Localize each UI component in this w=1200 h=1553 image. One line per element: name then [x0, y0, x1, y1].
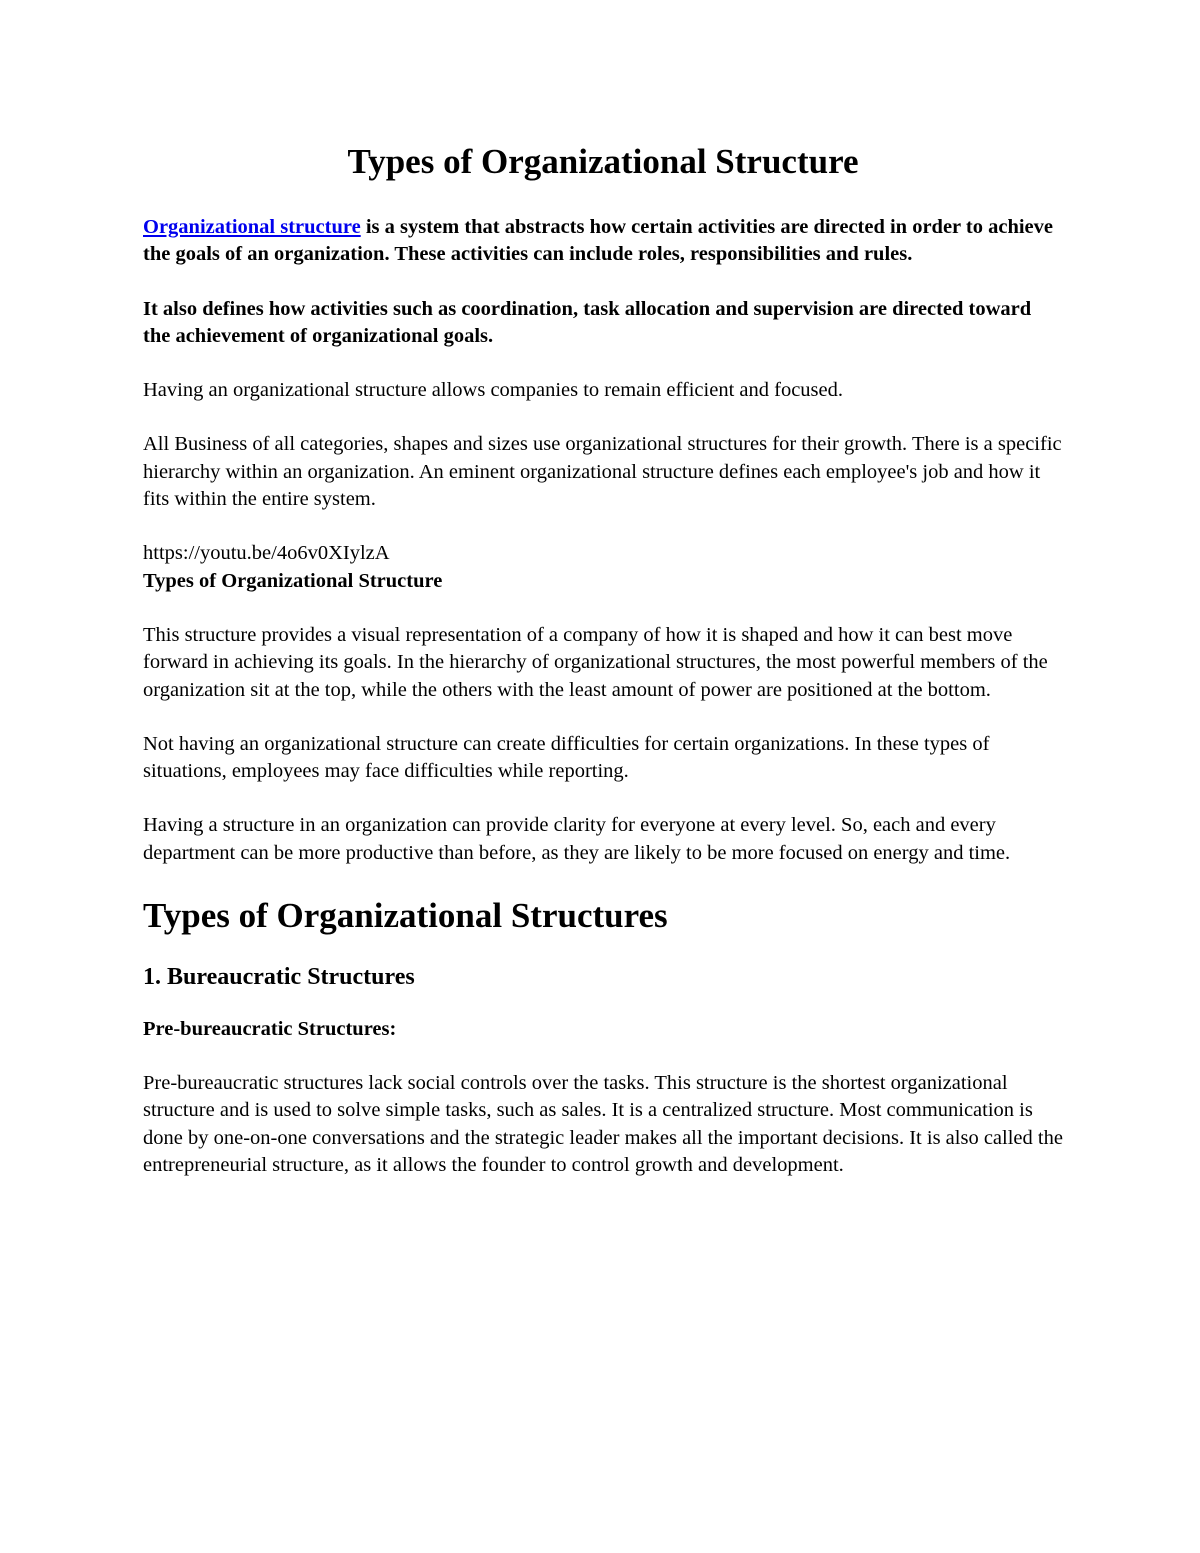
bureaucratic-structures-heading: 1. Bureaucratic Structures: [143, 964, 415, 991]
organizational-structure-link[interactable]: Organizational structure: [143, 216, 361, 238]
intro-paragraph-text: is a system that abstracts how certain activities are directed in order to achieve the goals of an organization. These activities can include roles, responsibilities and rules.: [143, 216, 1054, 266]
pre-bureaucratic-paragraph: Pre-bureaucratic structures lack social controls over the tasks. This structure is the shortest organizational structure and is used to solve simple tasks, such as sales. It is a centralized structure. Most communication is done by one-on-one conversations and the strategic leader makes all the important decisions. It is also called the entrepreneurial structure, as it allows the founder to control growth and development.: [143, 1072, 1063, 1176]
pre-bureaucratic-heading: Pre-bureaucratic Structures:: [143, 1018, 397, 1041]
visual-representation-paragraph: This structure provides a visual representation of a company of how it is shaped and how it can best move forward in achieving its goals. In the hierarchy of organizational structures, the most powerful members of the organization sit at the top, while the others with the least amount of power are positioned at the bottom.: [143, 623, 1048, 701]
document-title: Types of Organizational Structure: [347, 142, 859, 181]
hierarchy-paragraph: All Business of all categories, shapes and sizes use organizational structures for their growth. There is a specific hierarchy within an organization. An eminent organizational structure defines each employee's job and how it fits within the entire system.: [143, 433, 1062, 511]
clarity-paragraph: Having a structure in an organization can provide clarity for everyone at every level. So, each and every department can be more productive than before, as they are likely to be more focused on energy and time.: [143, 814, 1011, 864]
types-subheading: Types of Organizational Structure: [143, 569, 443, 592]
definition-paragraph: It also defines how activities such as coordination, task allocation and supervision are directed toward the achievement of organizational goals.: [143, 297, 1032, 347]
intro-paragraph: [143, 214, 1063, 269]
document-page: [143, 140, 1063, 1179]
section-heading: Types of Organizational Structures: [143, 896, 668, 936]
video-url: https://youtu.be/4o6v0XIylzA: [143, 542, 390, 565]
difficulties-paragraph: Not having an organizational structure can create difficulties for certain organizations. In these types of situations, employees may face difficulties while reporting.: [143, 732, 990, 783]
efficiency-paragraph: Having an organizational structure allows companies to remain efficient and focused.: [143, 379, 843, 402]
